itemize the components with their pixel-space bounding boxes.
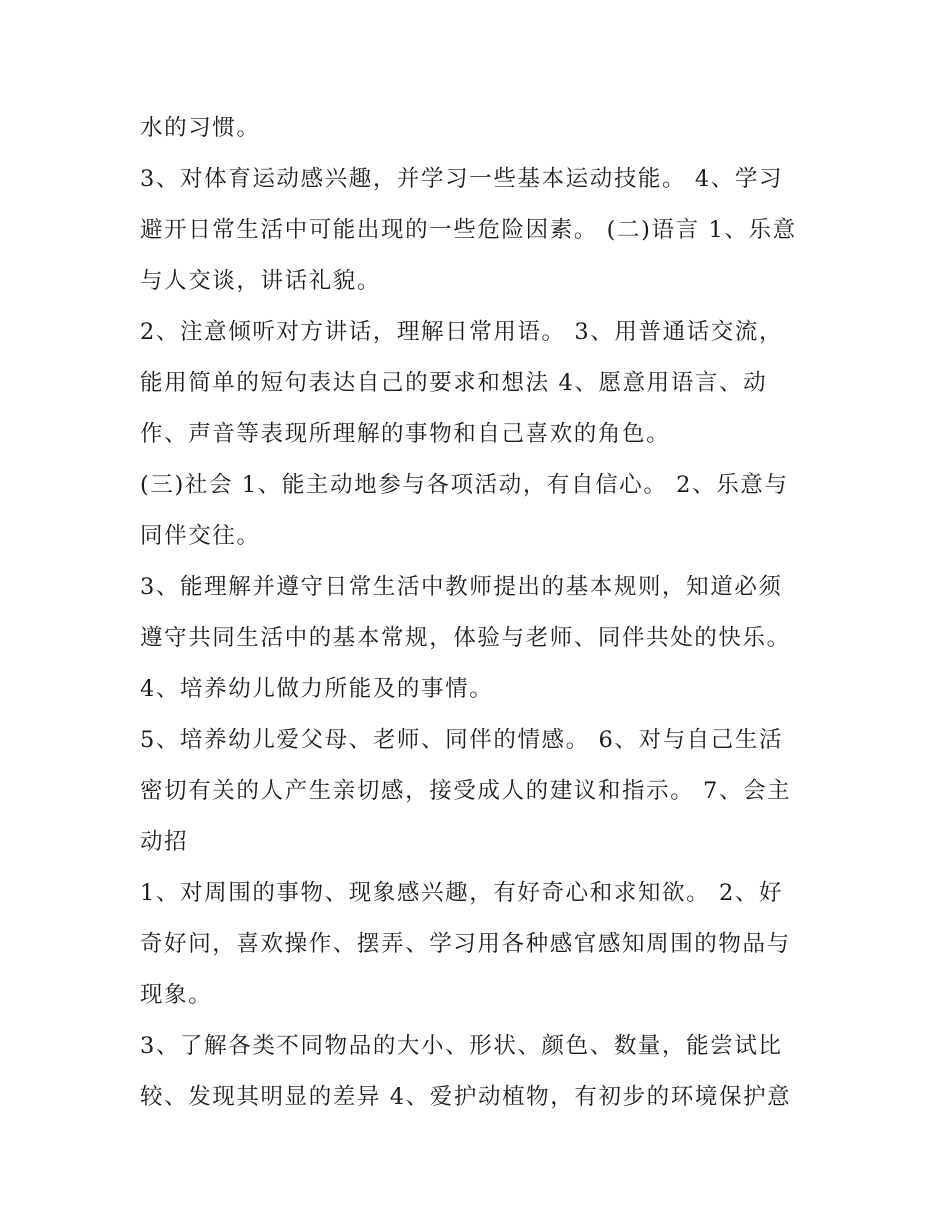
text-line: 3、对体育运动感兴趣，并学习一些基本运动技能。 4、学习 — [140, 166, 784, 192]
text-line: 动招 — [140, 829, 189, 855]
text-line: 4、培养幼儿做力所能及的事情。 — [140, 676, 494, 702]
document-body-text — [140, 103, 830, 1123]
text-line: 2、注意倾听对方讲话，理解日常用语。 3、用普通话交流， — [140, 319, 784, 345]
text-line: 3、了解各类不同物品的大小、形状、颜色、数量，能尝试比 — [140, 1033, 783, 1059]
text-line: (三)社会 1、能主动地参与各项活动，有自信心。 2、乐意与 — [140, 472, 789, 498]
text-line: 能用简单的短句表达自己的要求和想法 4、愿意用语言、动 — [140, 370, 768, 396]
text-line: 与人交谈，讲话礼貌。 — [140, 268, 382, 294]
text-line: 水的习惯。 — [140, 115, 261, 141]
text-line: 遵守共同生活中的基本常规，体验与老师、同伴共处的快乐。 — [140, 625, 791, 651]
text-line: 1、对周围的事物、现象感兴趣，有好奇心和求知欲。 2、好 — [140, 880, 784, 906]
text-line: 奇好问，喜欢操作、摆弄、学习用各种感官感知周围的物品与 — [140, 931, 791, 957]
text-line: 作、声音等表现所理解的事物和自己喜欢的角色。 — [140, 421, 671, 447]
text-line: 5、培养幼儿爱父母、老师、同伴的情感。 6、对与自己生活 — [140, 727, 784, 753]
text-line: 同伴交往。 — [140, 523, 261, 549]
text-line: 避开日常生活中可能出现的一些危险因素。 (二)语言 1、乐意 — [140, 217, 797, 243]
text-line: 较、发现其明显的差异 4、爱护动植物，有初步的环境保护意 — [140, 1084, 792, 1110]
text-line: 现象。 — [140, 982, 213, 1008]
text-line: 密切有关的人产生亲切感，接受成人的建议和指示。 7、会主 — [140, 778, 792, 804]
text-line: 3、能理解并遵守日常生活中教师提出的基本规则，知道必须 — [140, 574, 783, 600]
